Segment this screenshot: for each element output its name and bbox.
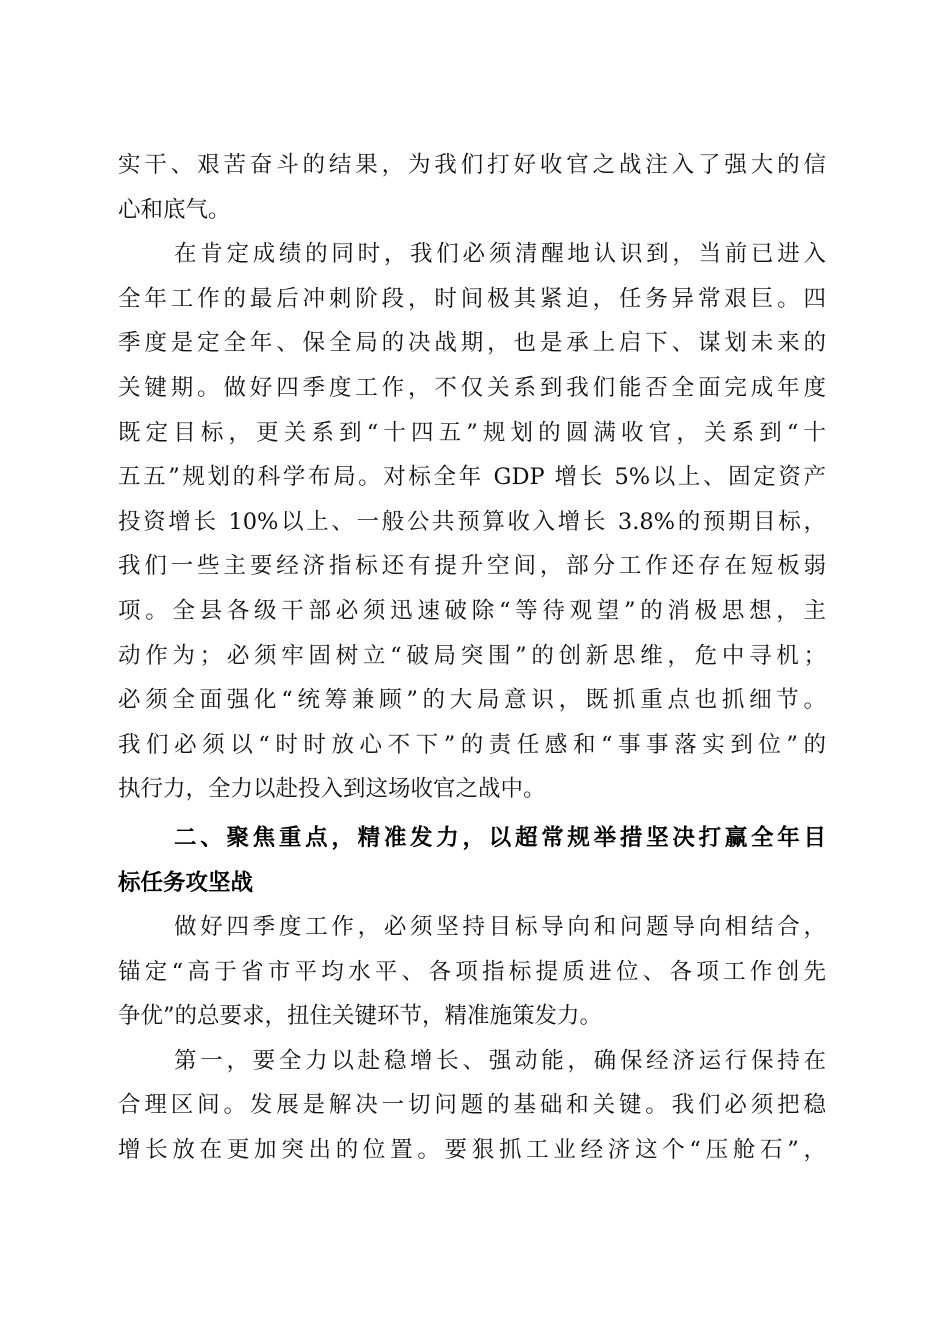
text-line: 执行力，全力以赴投入到这场收官之战中。	[118, 776, 546, 803]
text-line: 做好四季度工作，必须坚持目标导向和问题导向相结合，	[174, 914, 826, 941]
text-line: 心和底气。	[118, 196, 231, 223]
text-line: 既定目标，更关系到“十四五”规划的圆满收官，关系到“十	[118, 419, 826, 446]
text-line: 五五”规划的科学布局。对标全年 GDP 增长 5%以上、固定资产	[118, 464, 826, 491]
paragraph-continuation	[118, 143, 826, 232]
text-line: 动作为；必须牢固树立“破局突围”的创新思维，危中寻机；	[118, 642, 826, 669]
paragraph-requirements	[118, 905, 826, 1039]
text-line: 第一，要全力以赴稳增长、强动能，确保经济运行保持在	[174, 1047, 826, 1074]
text-line: 我们必须以“时时放心不下”的责任感和“事事落实到位”的	[118, 731, 826, 758]
text-line: 锚定“高于省市平均水平、各项指标提质进位、各项工作创先	[118, 958, 826, 985]
text-line: 投资增长 10%以上、一般公共预算收入增长 3.8%的预期目标，	[118, 508, 826, 535]
text-line: 必须全面强化“统筹兼顾”的大局意识，既抓重点也抓细节。	[118, 687, 826, 714]
text-line: 实干、艰苦奋斗的结果，为我们打好收官之战注入了强大的信	[118, 152, 826, 178]
paragraph-situation	[118, 232, 826, 812]
paragraph-first-point	[118, 1039, 826, 1173]
text-line: 全年工作的最后冲刺阶段，时间极其紧迫，任务异常艰巨。四	[118, 285, 826, 312]
text-line: 我们一些主要经济指标还有提升空间，部分工作还存在短板弱	[118, 553, 826, 580]
heading-line: 二、聚焦重点，精准发力，以超常规举措坚决打赢全年目	[174, 824, 826, 851]
section-heading	[118, 816, 826, 905]
text-line: 在肯定成绩的同时，我们必须清醒地认识到，当前已进入	[174, 241, 826, 268]
text-line: 项。全县各级干部必须迅速破除“等待观望”的消极思想，主	[118, 597, 826, 624]
text-line: 增长放在更加突出的位置。要狠抓工业经济这个“压舱石”，	[118, 1137, 826, 1164]
text-line: 争优”的总要求，扭住关键环节，精准施策发力。	[118, 1003, 603, 1030]
heading-line: 标任务攻坚战	[118, 869, 254, 896]
text-line: 季度是定全年、保全局的决战期，也是承上启下、谋划未来的	[118, 330, 826, 357]
document-page	[118, 143, 826, 1173]
text-line: 关键期。做好四季度工作，不仅关系到我们能否全面完成年度	[118, 374, 826, 401]
text-line: 合理区间。发展是解决一切问题的基础和关键。我们必须把稳	[118, 1092, 826, 1119]
